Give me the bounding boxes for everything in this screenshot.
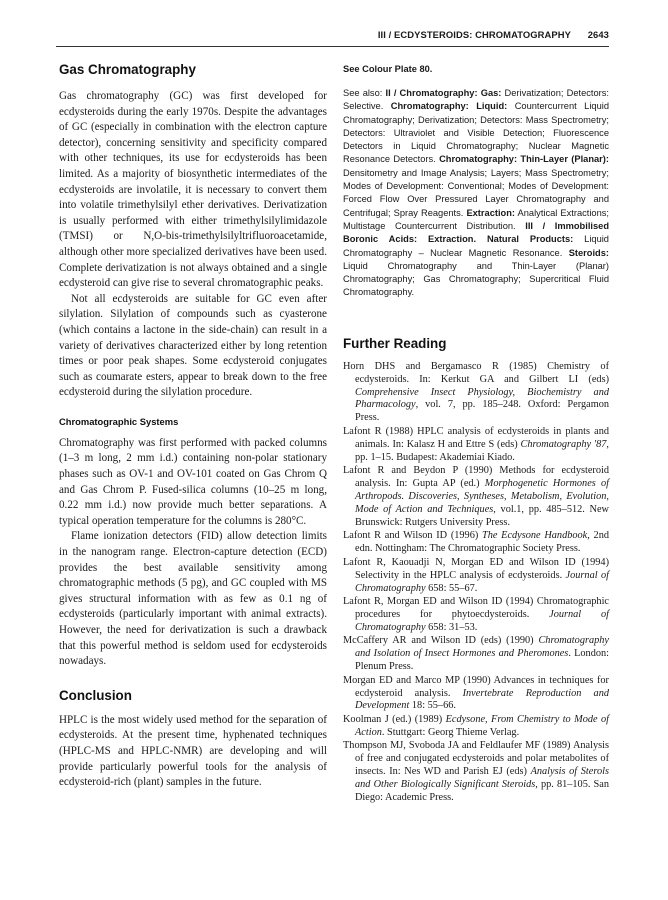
reference-text: Lafont R, Kaouadji N, Morgan ED and Wilson ID (1994) Selectivity in the HPLC analysis of ecdysteroids. bbox=[343, 556, 609, 581]
reference-text: Horn DHS and Bergamasco R (1985) Chemistry of ecdysteroids. In: Kerkut GA and Gilbert LI (eds) bbox=[343, 360, 609, 385]
see-also-text: Derivatization; Detectors: Selective. bbox=[343, 88, 609, 112]
reference-title: Journal of Chromatography bbox=[355, 608, 609, 633]
reference-item bbox=[343, 714, 609, 740]
colour-plate-note: See Colour Plate 80. bbox=[343, 64, 433, 74]
section-heading-gas-chromatography: Gas Chromatography bbox=[59, 62, 196, 77]
reference-text: Lafont R, Morgan ED and Wilson ID (1994) Chromatographic procedures for phytoecdysteroids. bbox=[343, 596, 609, 620]
paragraph-gc-silylation: Not all ecdysteroids are suitable for GC even after silylation. Silylation of compounds such as cyasterone (which contains a lactone in the side-chain) can result in a variety of derivatives characterized either by long retention times or poor peak shapes. Some ecdysteroid conjugates such as coumarate esters, appear to break down to the free ecdysteroid during the silylation procedure. bbox=[59, 292, 327, 399]
section-heading-further-reading: Further Reading bbox=[343, 335, 447, 351]
see-also-text: Densitometry and Image Analysis; Layers; Mass Spectrometry; Modes of Development: Conventional; Modes of Development: Forced Flow Over Pressured Layer Chromatography and Centrifugal; Spray Reagents. bbox=[343, 167, 609, 218]
reference-item bbox=[343, 465, 609, 530]
reference-text: Lafont R (1988) HPLC analysis of ecdysteroids in plants and animals. In: Kalasz H and Ettre S (eds) bbox=[343, 425, 609, 450]
reference-title: The Ecdysone Handbook bbox=[482, 530, 588, 542]
reference-title: Invertebrate Reproduction and Development bbox=[355, 687, 610, 712]
section-heading-conclusion: Conclusion bbox=[59, 687, 132, 703]
see-also-heading-extraction: Extraction: bbox=[466, 207, 515, 218]
reference-item bbox=[343, 557, 609, 596]
reference-text: . Stuttgart: Georg Thieme Verlag. bbox=[381, 726, 520, 738]
see-also-heading-steroids: Steroids: bbox=[568, 247, 609, 258]
reference-text: , vol. 7, pp. 185–248. Oxford: Pergamon Press. bbox=[355, 399, 609, 424]
see-also-heading-thin-layer: Chromatography: Thin-Layer (Planar): bbox=[439, 154, 609, 165]
running-head bbox=[56, 29, 609, 43]
reference-text: . London: Plenum Press. bbox=[355, 648, 609, 673]
reference-text: Lafont R and Wilson ID (1996) bbox=[343, 530, 482, 542]
reference-text: 18: 55–66. bbox=[409, 700, 456, 712]
subsection-heading-chromatographic-systems: Chromatographic Systems bbox=[59, 415, 179, 427]
reference-text: McCaffery AR and Wilson ID (eds) (1990) bbox=[343, 635, 539, 647]
reference-item bbox=[343, 675, 609, 714]
reference-text: Lafont R and Beydon P (1990) Methods for ecdysteroid analysis. In: Gupta AP (ed.) bbox=[343, 465, 609, 490]
paragraph-gc-intro: Gas chromatography (GC) was first developed for ecdysteroids during the early 1970s. Despite the advantages of GC (especially in combination with the electron capture detector), concerning sensitivity and specificity compared with other techniques, its use for ecdysteroids has been limited. As a majority of biosynthetic intermediates of the ecdysteroids are involatile, it is necessary to convert them into volatile trimethylsilyl ether derivatives. Derivatization is usually performed with either trimethylsilylimidazole (TMSI) or N,O-bis-trimethylsilyltrifluoroacetamide, although other more specialized derivatives have been used. Complete derivatization is not always obtained and a single ecdysteroid can give rise to several chromatographic peaks. bbox=[59, 90, 327, 290]
reference-text: Koolman J (ed.) (1989) bbox=[343, 713, 446, 725]
reference-title: Journal of Chromatography bbox=[355, 569, 609, 594]
reference-text: , 2nd edn. Nottingham: The Chromatographic Society Press. bbox=[355, 530, 609, 555]
reference-title: Ecdysone, From Chemistry to Mode of Action bbox=[355, 713, 609, 738]
see-also-text: Liquid Chromatography – Nuclear Magnetic Resonance. bbox=[343, 234, 609, 258]
reference-title: Analysis of Sterols and Other Biologically Significant Steroids bbox=[355, 766, 609, 791]
running-title: III / ECDYSTEROIDS: CHROMATOGRAPHY bbox=[377, 29, 571, 40]
reference-text: 658: 31–53. bbox=[425, 621, 478, 633]
reference-text: , pp. 81–105. San Diego: Academic Press. bbox=[355, 779, 609, 803]
left-column bbox=[59, 62, 327, 791]
reference-item bbox=[343, 740, 609, 805]
reference-item bbox=[343, 361, 609, 426]
reference-item bbox=[343, 426, 609, 465]
paragraph-detectors: Flame ionization detectors (FID) allow detection limits in the nanogram range. Electron-capture detection (ECD) provides the best available sensitivity among chromatographic methods (5 pg), and GC coupled with MS gives structural information with as few as 0.1 ng of ecdysteroids (particularly important with animal extracts). However, the need for derivatization is such a drawback that this powerful method is seldom used for ecdysteroids nowadays. bbox=[59, 530, 327, 668]
reference-text: Thompson MJ, Svoboda JA and Feldlaufer MF (1989) Analysis of free and conjugated ecdysteroids and polar metabolites of insects. In: Nes WD and Parish EJ (eds) bbox=[343, 740, 609, 778]
reference-item bbox=[343, 596, 609, 635]
see-also-label: See also: bbox=[343, 88, 386, 98]
see-also-text: Analytical Extractions; Multistage Countercurrent Distribution. bbox=[343, 207, 609, 231]
page-number: 2643 bbox=[587, 29, 609, 40]
see-also-heading-liquid: Chromatography: Liquid: bbox=[390, 101, 508, 112]
see-also-text: Liquid Chromatography and Thin-Layer (Planar) Chromatography; Gas Chromatography; Supercritical Fluid Chromatography. bbox=[343, 260, 609, 298]
paragraph-columns: Chromatography was first performed with packed columns (1–3 m long, 2 mm i.d.) containing non-polar stationary phases such as OV-1 and OV-101 coated on Gas Chrom Q and Gas Chrom P. Fused-silica columns (10–25 m long, 0.22 mm i.d.) now provide much better separations. A typical operation temperature for the columns is 280°C. bbox=[59, 436, 327, 527]
reference-text: 658: 55–67. bbox=[425, 582, 478, 594]
see-also-text: Countercurrent Liquid Chromatography; Derivatization; Detectors: Mass Spectrometry; Detectors: Ultraviolet and Visible Detection; Fluorescence Detectors in Liquid Chromatography; Nuclear Magnetic Resonance Detectors. bbox=[343, 101, 609, 165]
reference-text: , vol.1, pp. 485–512. New Brunswick: Rutgers University Press. bbox=[355, 503, 609, 528]
reference-item bbox=[343, 635, 609, 674]
reference-title: Comprehensive Insect Physiology, Biochemistry and Pharmacology bbox=[355, 386, 609, 411]
reference-item bbox=[343, 530, 609, 556]
right-column bbox=[343, 62, 609, 806]
reference-title: Chromatography '87 bbox=[520, 438, 607, 450]
see-also-heading-boronic-natural: III / Immobilised Boronic Acids: Extraction. Natural Products: bbox=[343, 220, 610, 245]
reference-text: , pp. 1–15. Budapest: Akademiai Kiado. bbox=[355, 438, 609, 463]
see-also-heading-gas: II / Chromatography: Gas: bbox=[385, 88, 502, 98]
reference-title: Chromatography and Isolation of Insect Hormones and Pheromones bbox=[355, 635, 609, 660]
see-also-block bbox=[343, 87, 609, 300]
header-rule bbox=[56, 46, 609, 47]
reference-text: Morgan ED and Marco MP (1990) Advances in techniques for ecdysteroid analysis. bbox=[343, 674, 609, 699]
reference-list bbox=[343, 361, 609, 805]
paragraph-conclusion: HPLC is the most widely used method for the separation of ecdysteroids. At the present time, hyphenated techniques (HPLC-MS and HPLC-NMR) are developing and will provide particularly powerful tools for the analysis of ecdysteroid-rich (plant) samples in the future. bbox=[59, 713, 327, 789]
reference-title: Morphogenetic Hormones of Arthropods. Discoveries, Syntheses, Metabolism, Evolution, Mode of Action and Techniques bbox=[355, 478, 610, 515]
